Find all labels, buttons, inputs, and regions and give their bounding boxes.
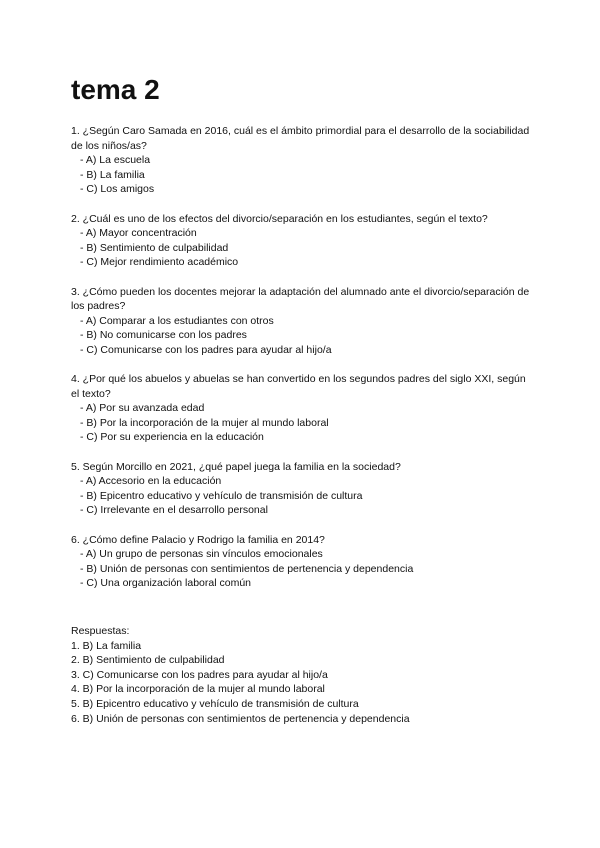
- option-list: [71, 314, 533, 358]
- option-a: - A) Comparar a los estudiantes con otros: [80, 314, 274, 327]
- question-text: 4. ¿Por qué los abuelos y abuelas se han convertido en los segundos padres del siglo XXI, según el texto?: [71, 373, 526, 400]
- question-6: [71, 533, 533, 591]
- option-b: - B) No comunicarse con los padres: [80, 329, 247, 342]
- answer-item: 6. B) Unión de personas con sentimientos de pertenencia y dependencia: [71, 712, 410, 725]
- answers-heading: Respuestas:: [71, 625, 130, 637]
- option-list: [71, 153, 533, 197]
- question-text: 1. ¿Según Caro Samada en 2016, cuál es el ámbito primordial para el desarrollo de la sociabilidad de los niños/as?: [71, 125, 530, 152]
- option-b: - B) Sentimiento de culpabilidad: [80, 241, 229, 254]
- answers-section: [71, 624, 533, 726]
- option-list: [71, 547, 533, 591]
- option-c: - C) Mejor rendimiento académico: [80, 256, 239, 269]
- option-a: - A) Accesorio en la educación: [80, 475, 222, 488]
- option-list: [71, 401, 533, 445]
- answer-list: [71, 639, 533, 727]
- answer-item: 5. B) Epicentro educativo y vehículo de transmisión de cultura: [71, 697, 359, 710]
- option-a: - A) Mayor concentración: [80, 227, 197, 240]
- question-list: [71, 124, 533, 606]
- question-text: 5. Según Morcillo en 2021, ¿qué papel juega la familia en la sociedad?: [71, 460, 401, 473]
- option-b: - B) La familia: [80, 168, 145, 181]
- question-3: [71, 285, 533, 358]
- option-b: - B) Unión de personas con sentimientos de pertenencia y dependencia: [80, 562, 414, 575]
- page-title: tema 2: [71, 74, 160, 105]
- question-5: [71, 460, 533, 518]
- option-c: - C) Irrelevante en el desarrollo personal: [80, 504, 268, 517]
- question-text: 2. ¿Cuál es uno de los efectos del divorcio/separación en los estudiantes, según el texto?: [71, 212, 488, 225]
- option-list: [71, 226, 533, 270]
- answer-item: 2. B) Sentimiento de culpabilidad: [71, 654, 225, 667]
- answer-item: 4. B) Por la incorporación de la mujer al mundo laboral: [71, 683, 325, 696]
- question-4: [71, 372, 533, 445]
- option-a: - A) Un grupo de personas sin vínculos emocionales: [80, 548, 323, 561]
- option-list: [71, 474, 533, 518]
- question-text: 3. ¿Cómo pueden los docentes mejorar la adaptación del alumnado ante el divorcio/separación de los padres?: [71, 285, 530, 313]
- option-c: - C) Por su experiencia en la educación: [80, 431, 264, 444]
- question-2: [71, 212, 533, 270]
- option-c: - C) Comunicarse con los padres para ayudar al hijo/a: [80, 343, 332, 356]
- answer-item: 3. C) Comunicarse con los padres para ayudar al hijo/a: [71, 668, 328, 681]
- option-a: - A) Por su avanzada edad: [80, 402, 205, 415]
- question-text: 6. ¿Cómo define Palacio y Rodrigo la familia en 2014?: [71, 533, 325, 546]
- option-c: - C) Los amigos: [80, 183, 155, 196]
- answer-item: 1. B) La familia: [71, 639, 142, 652]
- question-1: [71, 124, 533, 197]
- option-c: - C) Una organización laboral común: [80, 577, 251, 590]
- option-b: - B) Por la incorporación de la mujer al mundo laboral: [80, 416, 329, 429]
- option-b: - B) Epicentro educativo y vehículo de transmisión de cultura: [80, 489, 363, 502]
- option-a: - A) La escuela: [80, 154, 151, 167]
